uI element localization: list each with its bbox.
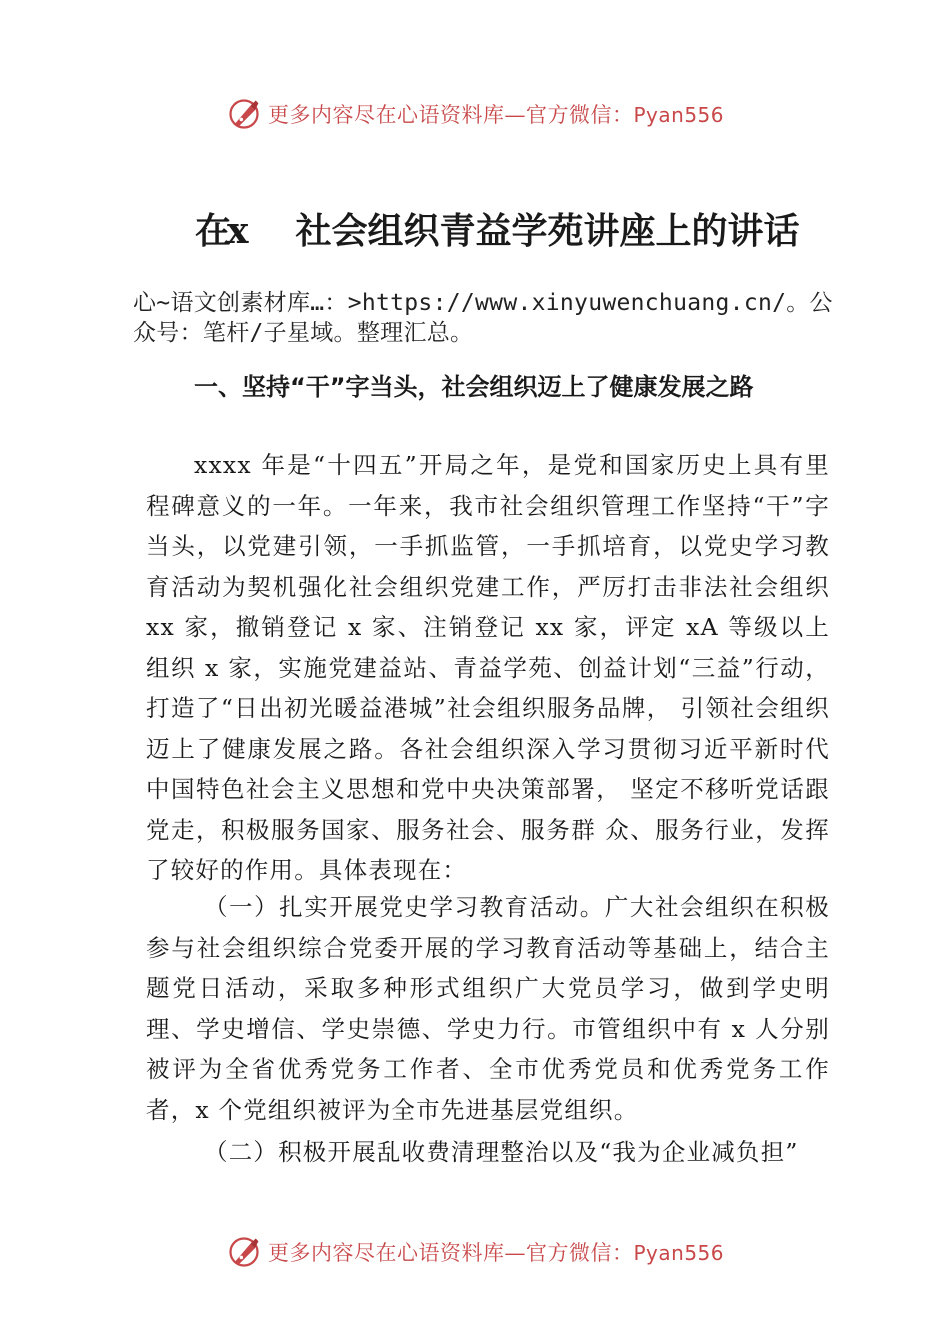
watermark-text: 更多内容尽在心语资料库—官方微信：Pyan556 [267, 1241, 724, 1265]
watermark-text: 更多内容尽在心语资料库—官方微信：Pyan556 [267, 103, 724, 127]
section-heading: 一、坚持“干”字当头，社会组织迈上了健康发展之路 [194, 373, 754, 401]
paragraph-3: （二）积极开展乱收费清理整治以及“我为企业减负担” [204, 1138, 799, 1166]
title-text: 社会组织青益学苑讲座上的讲话 [295, 210, 800, 252]
document-title [195, 203, 835, 254]
source-note: 心~语文创素材库…：>https://www.xinyuwenchuang.cn/。公众号：笔杆/子星域。整理汇总。 [133, 290, 833, 346]
footer-watermark [0, 1230, 950, 1274]
paragraph-1: xxxx 年是“十四五”开局之年，是党和国家历史上具有里程碑意义的一年。一年来，我市社会组织管理工作坚持“干”字当头，以党建引领，一手抓监管，一手抓培育，以党史学习教育活动为契机强化社会组织党建工作，严厉打击非法社会组织 xx 家，撤销登记 x 家、注销登记 xx 家，评定 xA 等级以上组织 x 家，实施党建益站、青益学苑、创益计划“三益”行动，打造了“日出初光暖益港城”社会组织服务品牌， 引领社会组织迈上了健康发展之路。各社会组织深入学习贯彻习近平新时代中国特色社会主义思想和党中央决策部署， 坚定不移听党话跟党走，积极服务国家、服务社会、服务群 众、服务行业，发挥了较好的作用。具体表现在： [146, 451, 831, 884]
pen-nib-logo-icon [226, 1234, 262, 1270]
paragraph-2: （一）扎实开展党史学习教育活动。广大社会组织在积极参与社会组织综合党委开展的学习教育活动等基础上，结合主题党日活动，采取多种形式组织广大党员学习，做到学史明理、学史增信、学史崇德、学史力行。市管组织中有 x 人分别被评为全省优秀党务工作者、全市优秀党员和优秀党务工作者，x 个党组织被评为全市先进基层党组织。 [146, 893, 830, 1124]
title-prefix: 在x [195, 210, 245, 252]
header-watermark [0, 92, 950, 136]
pen-nib-logo-icon [226, 96, 262, 132]
